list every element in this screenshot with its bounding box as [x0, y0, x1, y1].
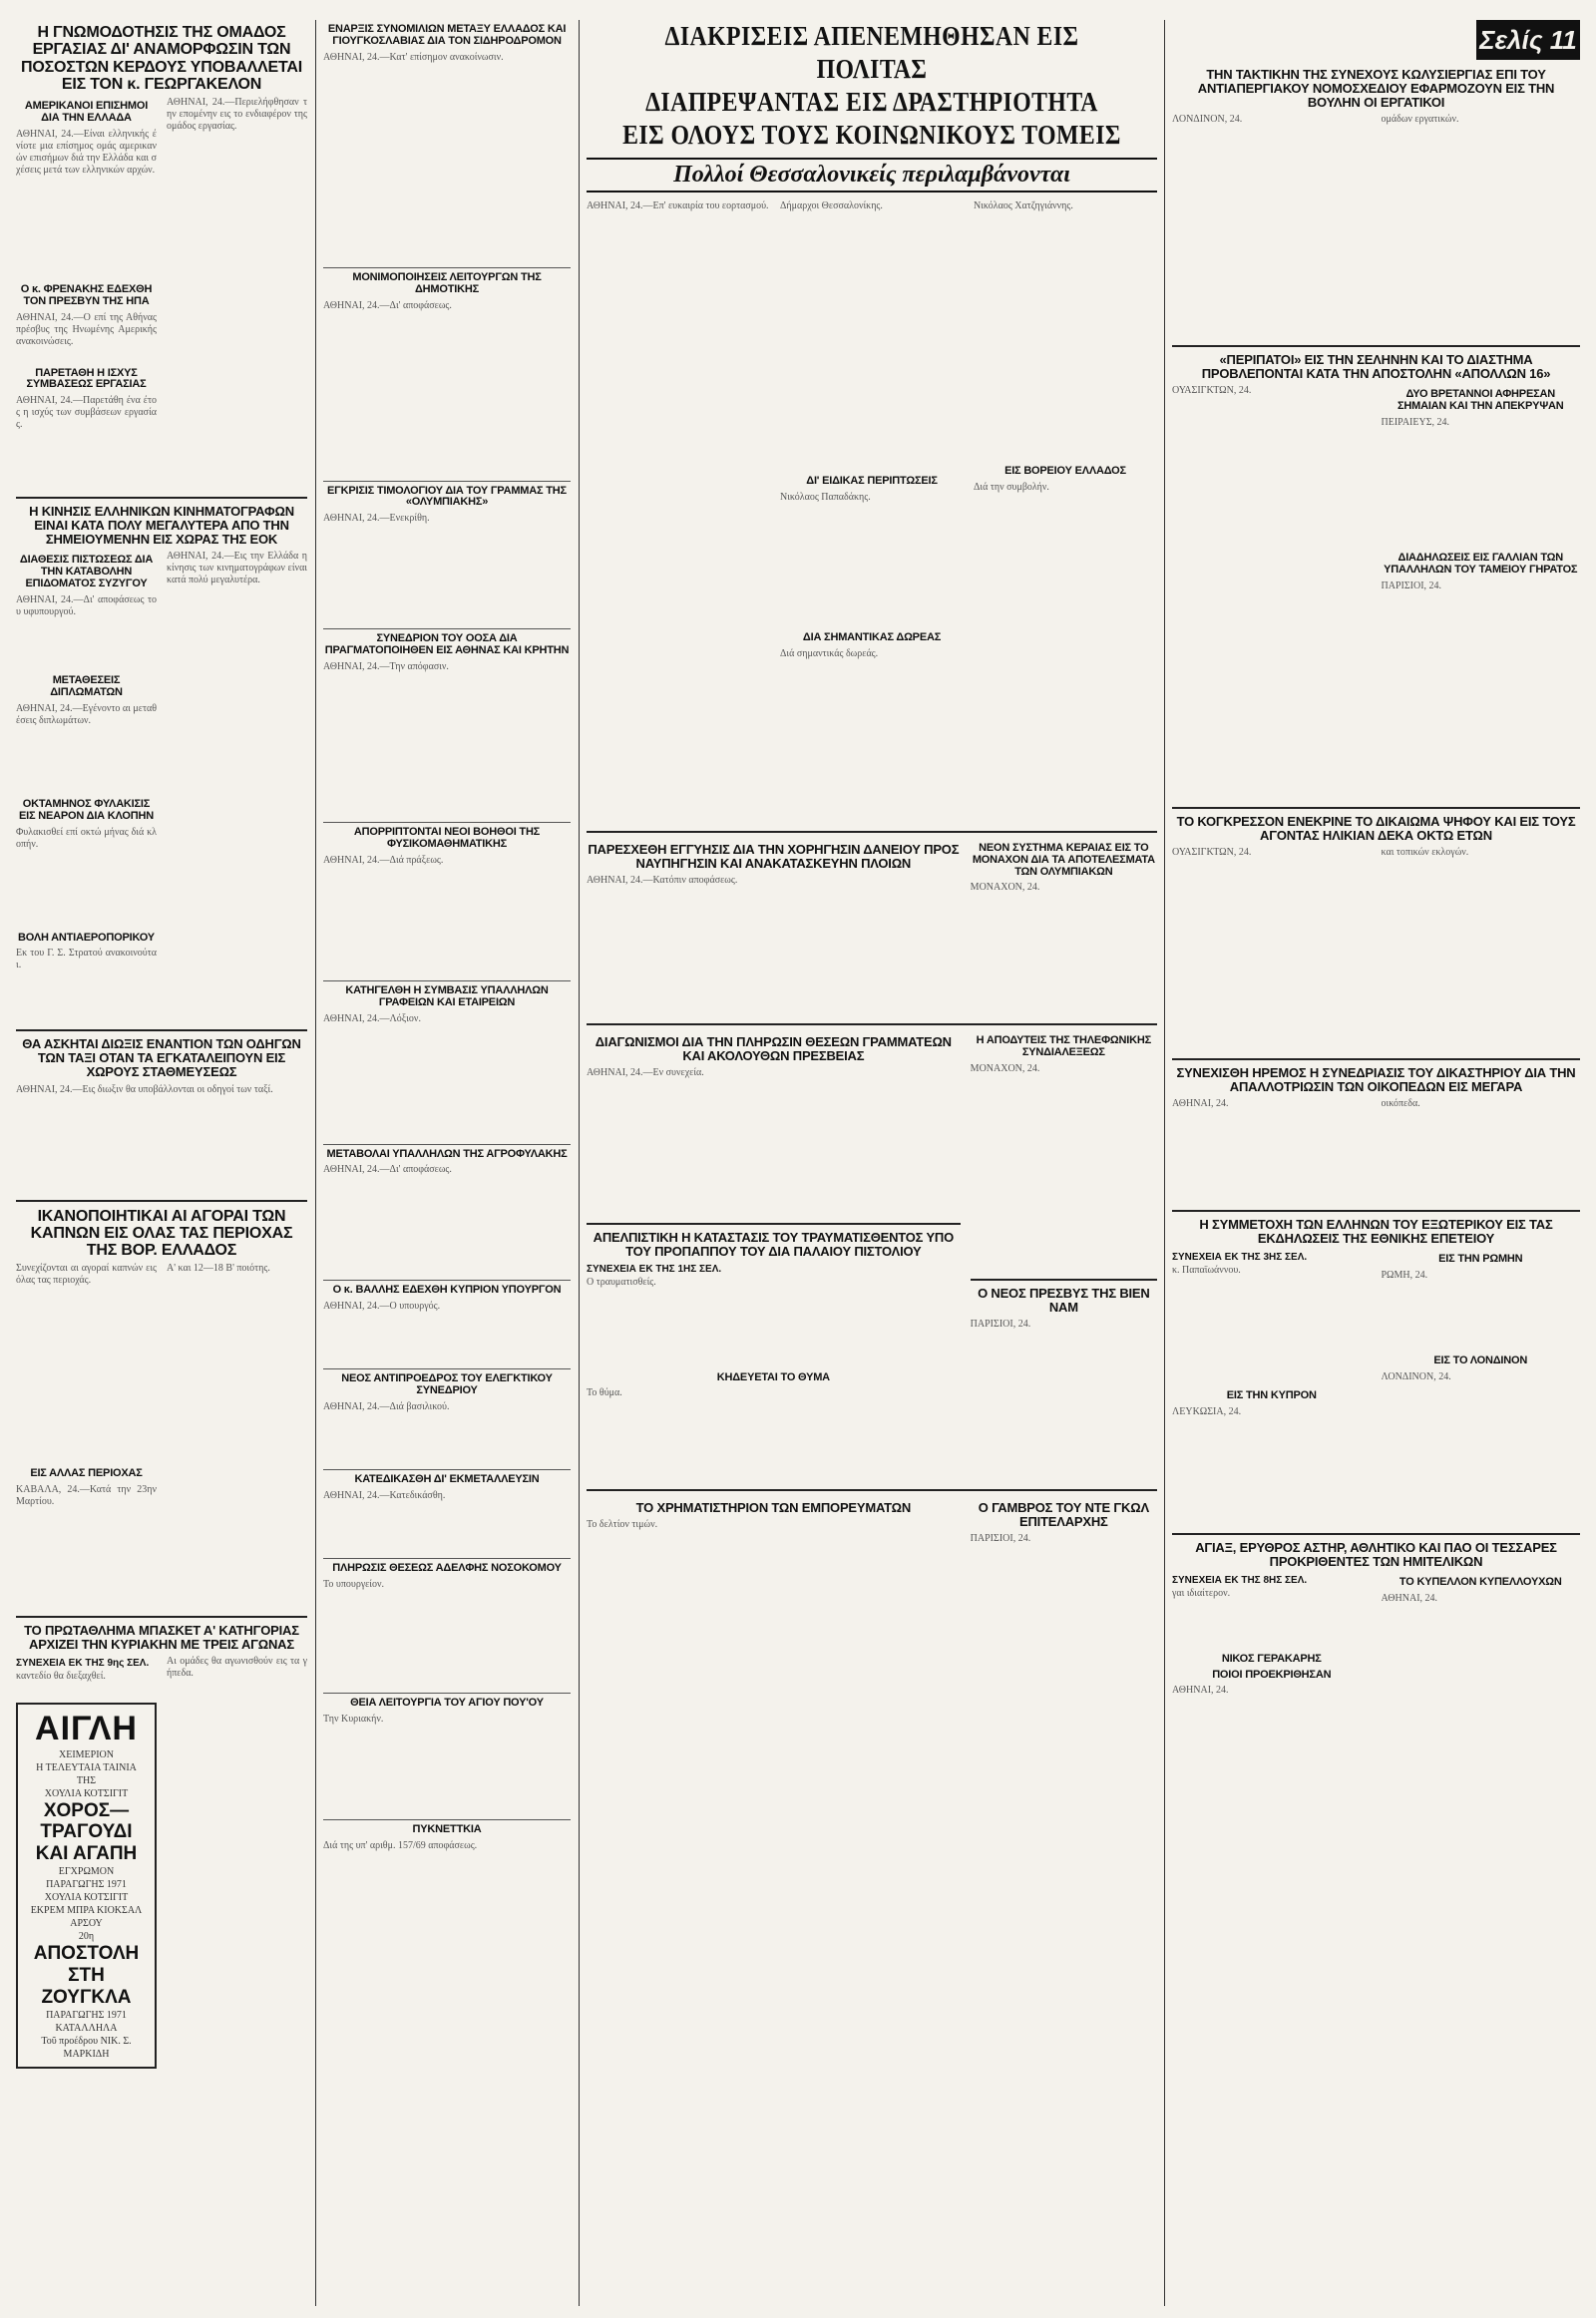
ad-film-title: ΑΠΟΣΤΟΛΗ ΣΤΗ ΖΟΥΓΚΛΑ — [33, 1943, 140, 2008]
article-text: ΠΑΡΙΣΙΟΙ, 24. — [970, 1533, 1031, 1545]
headline: «ΠΕΡΙΠΑΤΟΙ» ΕΙΣ ΤΗΝ ΣΕΛΗΝΗΝ ΚΑΙ ΤΟ ΔΙΑΣΤΗΜΑ ΠΡΟΒΛΕΠΟΝΤΑΙ ΚΑΤΑ ΤΗΝ ΑΠΟΣΤΟΛΗΝ «ΑΠΟΛΛΩΝ 16» — [1201, 352, 1551, 382]
headline: ΚΑΤΕΔΙΚΑΣΘΗ ΔΙ' ΕΚΜΕΤΑΛΛΕΥΣΙΝ — [354, 1473, 540, 1485]
headline: ΣΥΝΕΔΡΙΟΝ ΤΟΥ ΟΟΣΑ ΔΙΑ ΠΡΑΓΜΑΤΟΠΟΙΗΘΕΝ ΕΙΣ ΑΘΗΝΑΣ ΚΑΙ ΚΡΗΤΗΝ — [324, 632, 570, 657]
article-text: Συνεχίζονται αι αγοραί καπνών εις όλας τας περιοχάς. — [16, 1263, 157, 1287]
article-text: Το υπουργείον. — [323, 1578, 385, 1590]
subheadline: ΤΟ ΚΥΠΕΛΛΟΝ ΚΥΠΕΛΛΟΥΧΩΝ — [1398, 1575, 1562, 1588]
article-text: ΡΩΜΗ, 24. — [1381, 1269, 1428, 1281]
article-text: ΛΟΝΔΙΝΟΝ, 24. — [1381, 1370, 1451, 1382]
headline: ΑΠΕΛΠΙΣΤΙΚΗ Η ΚΑΤΑΣΤΑΣΙΣ ΤΟΥ ΤΡΑΥΜΑΤΙΣΘΕΝΤΟΣ ΥΠΟ ΤΟΥ ΠΡΟΠΑΠΠΟΥ ΤΟΥ ΔΙΑ ΠΑΛΑΙΟΥ ΠΙΣΤΟΛΙΟΥ — [593, 1230, 955, 1260]
headline: ΕΝΑΡΞΙΣ ΣΥΝΟΜΙΛΙΩΝ ΜΕΤΑΞΥ ΕΛΛΑΔΟΣ ΚΑΙ ΓΙΟΥΓΚΟΣΛΑΒΙΑΣ ΔΙΑ ΤΟΝ ΣΙΔΗΡΟΔΡΟΜΟΝ — [327, 23, 567, 47]
article-text: ΑΘΗΝΑΙ, 24.—Εγένοντο αι μεταθέσεις διπλωμάτων. — [16, 702, 157, 726]
article-text: ΑΘΗΝΑΙ, 24.—Διά πράξεως. — [323, 854, 444, 866]
ad-line: ΕΚΡΕΜ ΜΠΡΑ ΚΙΟΚΣΑΛ ΑΡΣΟΥ — [30, 1905, 143, 1930]
article-text: ΟΥΑΣΙΓΚΤΩΝ, 24. — [1172, 385, 1252, 397]
ad-line: ΧΟΥΛΙΑ ΚΟΤΣΙΓΙΤ — [44, 1787, 129, 1799]
subheadline: ΑΜΕΡΙΚΑΝΟΙ ΕΠΙΣΗΜΟΙ ΔΙΑ ΤΗΝ ΕΛΛΑΔΑ — [24, 100, 149, 124]
headline: Η ΣΥΜΜΕΤΟΧΗ ΤΩΝ ΕΛΛΗΝΩΝ ΤΟΥ ΕΞΩΤΕΡΙΚΟΥ ΕΙΣ ΤΑΣ ΕΚΔΗΛΩΣΕΙΣ ΤΗΣ ΕΘΝΙΚΗΣ ΕΠΕΤΕΙΟΥ — [1199, 1216, 1553, 1246]
article-text: ΑΘΗΝΑΙ, 24.—Κατεδικάσθη. — [323, 1489, 446, 1501]
article-text: Το θύμα. — [587, 1387, 622, 1399]
article-text: ΑΘΗΝΑΙ, 24.—Την απόφασιν. — [323, 661, 449, 672]
article-text: Διά της υπ' αριθμ. 157/69 αποφάσεως. — [323, 1839, 478, 1851]
continuation-label: ΣΥΝΕΧΕΙΑ ΕΚ ΤΗΣ 8ΗΣ ΣΕΛ. — [1172, 1574, 1308, 1586]
article-text: ΑΘΗΝΑΙ, 24.—Κατόπιν αποφάσεως. — [587, 874, 738, 886]
headline: ΤΟ ΚΟΓΚΡΕΣΣΟΝ ΕΝΕΚΡΙΝΕ ΤΟ ΔΙΚΑΙΩΜΑ ΨΗΦΟΥ ΚΑΙ ΕΙΣ ΤΟΥΣ ΑΓΟΝΤΑΣ ΗΛΙΚΙΑΝ ΔΕΚΑ ΟΚΤΩ ΕΤΩΝ — [1176, 813, 1576, 843]
article-text: Α' και 12—18 Β' ποιότης. — [167, 1263, 270, 1275]
subheadline: ΠΑΡΕΤΑΘΗ Η ΙΣΧΥΣ ΣΥΜΒΑΣΕΩΣ ΕΡΓΑΣΙΑΣ — [26, 366, 147, 391]
column-rule — [1164, 20, 1165, 2306]
article-text: ΜΟΝΑΧΟΝ, 24. — [970, 1063, 1040, 1075]
article-text: ΑΘΗΝΑΙ, 24. — [1172, 1685, 1229, 1697]
ad-film-title: ΧΟΡΟΣ—ΤΡΑΓΟΥΔΙ ΚΑΙ ΑΓΑΠΗ — [35, 1799, 138, 1865]
headline: ΠΛΗΡΩΣΙΣ ΘΕΣΕΩΣ ΑΔΕΛΦΗΣ ΝΟΣΟΚΟΜΟΥ — [332, 1561, 562, 1574]
article-text: Νικόλαος Χατζηγιάννης. — [974, 199, 1073, 211]
article-text: ΑΘΗΝΑΙ, 24.—Δι' αποφάσεως. — [323, 299, 452, 311]
article-text: οικόπεδα. — [1381, 1097, 1420, 1109]
article-text: ΑΘΗΝΑΙ, 24.—Είναι ελληνικής ένίοτε μια επίσημος ομάς αμερικανών επισήμων διά την Ελλάδα και σχέσεις μετά των ελληνικών αρχών. — [16, 128, 157, 176]
headline: Η ΓΝΩΜΟΔΟΤΗΣΙΣ ΤΗΣ ΟΜΑΔΟΣ ΕΡΓΑΣΙΑΣ ΔΙ' ΑΝΑΜΟΡΦΩΣΙΝ ΤΩΝ ΠΟΣΟΣΤΩΝ ΚΕΡΔΟΥΣ ΥΠΟΒΑΛΛΕΤΑΙ ΕΙΣ ΤΟΝ κ. ΓΕΩΡΓΑΚΕΛΟΝ — [21, 24, 302, 93]
ad-cinema-name: ΑΙΓΛΗ — [35, 1710, 138, 1748]
byline: ΝΙΚΟΣ ΓΕΡΑΚΑΡΗΣ — [1221, 1652, 1322, 1665]
article-text: Εκ του Γ. Σ. Στρατού ανακοινούται. — [16, 948, 157, 971]
article-text: ΑΘΗΝΑΙ, 24.—Παρετάθη ένα έτος η ισχύς των συμβάσεων εργασίας. — [16, 395, 157, 431]
article-text: ΚΑΒΑΛΑ, 24.—Κατά την 23ην Μαρτίου. — [16, 1484, 157, 1508]
article-text: ΑΘΗΝΑΙ, 24.—Εις διωξιν θα υποβάλλονται οι οδηγοί των ταξί. — [16, 1083, 273, 1095]
article-text: ΑΘΗΝΑΙ, 24.—Περιελήφθησαν την επομένην εις το ενδιαφέρον της ομάδος εργασίας. — [167, 97, 307, 133]
cinema-advertisement — [16, 1703, 157, 2068]
headline: ΜΟΝΙΜΟΠΟΙΗΣΕΙΣ ΛΕΙΤΟΥΡΓΩΝ ΤΗΣ ΔΗΜΟΤΙΚΗΣ — [352, 270, 542, 295]
article-text: ΑΘΗΝΑΙ, 24.—Δι' αποφάσεως του υφυπουργού. — [16, 594, 157, 618]
subheadline: ΔΙΑ ΣΗΜΑΝΤΙΚΑΣ ΔΩΡΕΑΣ — [802, 630, 942, 643]
headline: ΕΓΚΡΙΣΙΣ ΤΙΜΟΛΟΓΙΟΥ ΔΙΑ ΤΟΥ ΓΡΑΜΜΑΣ ΤΗΣ «ΟΛΥΜΠΙΑΚΗΣ» — [327, 484, 567, 509]
headline: ΔΙΑΓΩΝΙΣΜΟΙ ΔΙΑ ΤΗΝ ΠΛΗΡΩΣΙΝ ΘΕΣΕΩΝ ΓΡΑΜΜΑΤΕΩΝ ΚΑΙ ΑΚΟΛΟΥΘΩΝ ΠΡΕΣΒΕΙΑΣ — [595, 1034, 952, 1064]
article-text: Αι ομάδες θα αγωνισθούν εις τα γήπεδα. — [167, 1656, 307, 1680]
column-5 — [1172, 20, 1580, 2308]
article-text: ΑΘΗΝΑΙ, 24.—Κατ' επίσημον ανακοίνωσιν. — [323, 51, 504, 63]
article-text: ΜΟΝΑΧΟΝ, 24. — [970, 882, 1040, 894]
headline: ΘΕΙΑ ΛΕΙΤΟΥΡΓΙΑ ΤΟΥ ΑΓΙΟΥ ΠΟΥ'ΟΥ — [350, 1696, 544, 1709]
subheadline: Ο κ. ΦΡΕΝΑΚΗΣ ΕΔΕΧΘΗ ΤΟΝ ΠΡΕΣΒΥΝ ΤΗΣ ΗΠΑ — [20, 282, 153, 307]
article-text: ΑΘΗΝΑΙ, 24.—Ενεκρίθη. — [323, 513, 430, 525]
article-text: ΑΘΗΝΑΙ, 24.—Εν συνεχεία. — [587, 1067, 704, 1079]
article-text: ΠΑΡΙΣΙΟΙ, 24. — [1381, 580, 1442, 591]
subheadline: ΕΙΣ ΒΟΡΕΙΟΥ ΕΛΛΑΔΟΣ — [1004, 464, 1126, 477]
article-text: ΟΥΑΣΙΓΚΤΩΝ, 24. — [1172, 846, 1252, 858]
subheadline: ΠΟΙΟΙ ΠΡΟΕΚΡΙΘΗΣΑΝ — [1212, 1668, 1332, 1681]
headline: ΠΑΡΕΣΧΕΘΗ ΕΓΓΥΗΣΙΣ ΔΙΑ ΤΗΝ ΧΟΡΗΓΗΣΙΝ ΔΑΝΕΙΟΥ ΠΡΟΣ ΝΑΥΠΗΓΗΣΙΝ ΚΑΙ ΑΝΑΚΑΤΑΣΚΕΥΗΝ ΠΛΟΙΩΝ — [588, 841, 960, 871]
headline: ΠΥΚΝΕΤΤΚΙΑ — [412, 1822, 482, 1835]
main-subheadline: Πολλοί Θεσσαλονικείς περιλαμβάνονται — [587, 158, 1157, 193]
subheadline: ΜΕΤΑΘΕΣΕΙΣ ΔΙΠΛΩΜΑΤΩΝ — [50, 674, 123, 698]
headline: ΤΟ ΠΡΩΤΑΘΛΗΜΑ ΜΠΑΣΚΕΤ Α' ΚΑΤΗΓΟΡΙΑΣ ΑΡΧΙΖΕΙ ΤΗΝ ΚΥΡΙΑΚΗΝ ΜΕ ΤΡΕΙΣ ΑΓΩΝΑΣ — [24, 1623, 299, 1653]
article-text: ΑΘΗΝΑΙ, 24.—Ο επί της Αθήνας πρέσβυς της Ηνωμένης Αμερικής ανακοινώσεις. — [16, 311, 157, 347]
headline: ΜΕΤΑΒΟΛΑΙ ΥΠΑΛΛΗΛΩΝ ΤΗΣ ΑΓΡΟΦΥΛΑΚΗΣ — [326, 1147, 568, 1160]
subheadline: ΕΙΣ ΤΟ ΛΟΝΔΙΝΟΝ — [1433, 1353, 1528, 1366]
column-rule — [315, 20, 316, 2306]
article-text: ΑΘΗΝΑΙ, 24. — [1381, 1592, 1438, 1604]
article-text: ΛΕΥΚΩΣΙΑ, 24. — [1172, 1405, 1242, 1417]
headline: Ο ΓΑΜΒΡΟΣ ΤΟΥ ΝΤΕ ΓΚΩΛ ΕΠΙΤΕΛΑΡΧΗΣ — [978, 1500, 1149, 1530]
article-text: ΑΘΗΝΑΙ, 24.—Δι' αποφάσεως. — [323, 1164, 452, 1176]
column-1 — [16, 20, 307, 2308]
subheadline: ΔΙΑΔΗΛΩΣΕΙΣ ΕΙΣ ΓΑΛΛΙΑΝ ΤΩΝ ΥΠΑΛΛΗΛΩΝ ΤΟΥ ΤΑΜΕΙΟΥ ΓΗΡΑΤΟΣ — [1384, 551, 1578, 576]
article-text: ΠΕΙΡΑΙΕΥΣ, 24. — [1381, 416, 1450, 428]
headline: ΑΠΟΡΡΙΠΤΟΝΤΑΙ ΝΕΟΙ ΒΟΗΘΟΙ ΤΗΣ ΦΥΣΙΚΟΜΑΘΗΜΑΤΙΚΗΣ — [353, 826, 541, 850]
article-text: ΑΘΗΝΑΙ, 24.—Λόξιον. — [323, 1012, 421, 1024]
headline: ΑΓΙΑΞ, ΕΡΥΘΡΟΣ ΑΣΤΗΡ, ΑΘΛΗΤΙΚΟ ΚΑΙ ΠΑΟ ΟΙ ΤΕΣΣΑΡΕΣ ΠΡΟΚΡΙΘΕΝΤΕΣ ΤΩΝ ΗΜΙΤΕΛΙΚΩΝ — [1195, 1539, 1557, 1569]
subheadline: ΕΙΣ ΤΗΝ ΚΥΠΡΟΝ — [1226, 1388, 1317, 1401]
ad-line: ΚΑΤΑΛΛΗΛΑ — [55, 2022, 118, 2034]
subheadline: ΒΟΛΗ ΑΝΤΙΑΕΡΟΠΟΡΙΚΟΥ — [18, 931, 155, 944]
subheadline: ΔΥΟ ΒΡΕΤΑΝΝΟΙ ΑΦΗΡΕΣΑΝ ΣΗΜΑΙΑΝ ΚΑΙ ΤΗΝ ΑΠΕΚΡΥΨΑΝ — [1396, 388, 1564, 413]
article-text: Το δελτίον τιμών. — [587, 1519, 658, 1531]
article-text: ΑΘΗΝΑΙ, 24.—Εις την Ελλάδα η κίνησις των κινηματογράφων είναι κατά πολύ μεγαλυτέρα. — [167, 551, 307, 586]
ad-line: 20η — [78, 1931, 95, 1943]
main-headline: ΔΙΑΚΡΙΣΕΙΣ ΑΠΕΝΕΜΗΘΗΣΑΝ ΕΙΣ ΠΟΛΙΤΑΣ — [664, 21, 1079, 84]
article-text: κ. Παπαϊωάννου. — [1172, 1264, 1241, 1276]
headline: ΚΑΤΗΓΕΛΘΗ Η ΣΥΜΒΑΣΙΣ ΥΠΑΛΛΗΛΩΝ ΓΡΑΦΕΙΩΝ ΚΑΙ ΕΤΑΙΡΕΙΩΝ — [345, 983, 549, 1008]
article-text: καντεδίο θα διεξαχθεί. — [16, 1671, 106, 1683]
article-text: Την Κυριακήν. — [323, 1713, 384, 1725]
headline: ΤΗΝ ΤΑΚΤΙΚΗΝ ΤΗΣ ΣΥΝΕΧΟΥΣ ΚΩΛΥΣΙΕΡΓΙΑΣ ΕΠΙ ΤΟΥ ΑΝΤΙΑΠΕΡΓΙΑΚΟΥ ΝΟΜΟΣΧΕΔΙΟΥ ΕΦΑΡΜΟΖΟΥΝ ΕΙΣ ΤΗΝ ΒΟΥΛΗΝ ΟΙ ΕΡΓΑΤΙΚΟΙ — [1197, 67, 1555, 111]
headline: Ο ΝΕΟΣ ΠΡΕΣΒΥΣ ΤΗΣ ΒΙΕΝ ΝΑΜ — [978, 1286, 1150, 1316]
subheadline: ΔΙΑΘΕΣΙΣ ΠΙΣΤΩΣΕΩΣ ΔΙΑ ΤΗΝ ΚΑΤΑΒΟΛΗΝ ΕΠΙΔΟΜΑΤΟΣ ΣΥΖΥΓΟΥ — [19, 554, 154, 590]
article-text: γαι ιδιαίτερον. — [1172, 1587, 1231, 1599]
column-2 — [323, 20, 571, 2308]
ad-line: ΠΑΡΑΓΩΓΗΣ 1971 — [46, 2009, 127, 2021]
subheadline: ΕΙΣ ΑΛΛΑΣ ΠΕΡΙΟΧΑΣ — [30, 1467, 143, 1480]
article-text: Διά την συμβολήν. — [974, 481, 1049, 493]
main-headline: ΕΙΣ ΟΛΟΥΣ ΤΟΥΣ ΚΟΙΝΩΝΙΚΟΥΣ ΤΟΜΕΙΣ — [622, 119, 1121, 150]
headline: ΘΑ ΑΣΚΗΤΑΙ ΔΙΩΞΙΣ ΕΝΑΝΤΙΟΝ ΤΩΝ ΟΔΗΓΩΝ ΤΩΝ ΤΑΞΙ ΟΤΑΝ ΤΑ ΕΓΚΑΤΑΛΕΙΠΟΥΝ ΕΙΣ ΧΩΡΟΥΣ ΣΤΑΘΜΕΥΣΕΩΣ — [22, 1036, 301, 1080]
continuation-label: ΣΥΝΕΧΕΙΑ ΕΚ ΤΗΣ 3ΗΣ ΣΕΛ. — [1172, 1251, 1308, 1263]
headline: Η ΚΙΝΗΣΙΣ ΕΛΛΗΝΙΚΩΝ ΚΙΝΗΜΑΤΟΓΡΑΦΩΝ ΕΙΝΑΙ ΚΑΤΑ ΠΟΛΥ ΜΕΓΑΛΥΤΕΡΑ ΑΠΟ ΤΗΝ ΣΗΜΕΙΟΥΜΕΝΗΝ ΕΙΣ ΧΩΡΑΣ ΤΗΣ ΕΟΚ — [29, 504, 294, 548]
article-text: ομάδων εργατικών. — [1381, 114, 1459, 126]
article-text: ΑΘΗΝΑΙ, 24.—Ο υπουργός. — [323, 1301, 441, 1313]
article-text: Δήμαρχοι Θεσσαλονίκης. — [780, 199, 883, 211]
ad-line: ΧΕΙΜΕΡΙΟΝ — [59, 1748, 114, 1760]
headline: ΤΟ ΧΡΗΜΑΤΙΣΤΗΡΙΟΝ ΤΩΝ ΕΜΠΟΡΕΥΜΑΤΩΝ — [635, 1500, 912, 1516]
ad-line: Η ΤΕΛΕΥΤΑΙΑ ΤΑΙΝΙΑ ΤΗΣ — [36, 1761, 137, 1786]
article-text: Ο τραυματισθείς. — [587, 1276, 656, 1288]
ad-line: ΧΟΥΛΙΑ ΚΟΤΣΙΓΙΤ — [44, 1892, 129, 1904]
subheadline: ΟΚΤΑΜΗΝΟΣ ΦΥΛΑΚΙΣΙΣ ΕΙΣ ΝΕΑΡΟΝ ΔΙΑ ΚΛΟΠΗΝ — [19, 797, 154, 822]
article-text: ΑΘΗΝΑΙ, 24.—Διά βασιλικού. — [323, 1401, 450, 1412]
article-text: ΠΑΡΙΣΙΟΙ, 24. — [970, 1319, 1031, 1331]
column-rule — [579, 20, 580, 2306]
article-text: ΑΘΗΝΑΙ, 24.—Επ' ευκαιρία του εορτασμού. — [587, 199, 769, 211]
ad-line: ΠΑΡΑΓΩΓΗΣ 1971 — [46, 1879, 127, 1891]
page-number-label: Σελίς 11 — [1476, 20, 1580, 60]
ad-line: Τοῦ προέδρου ΝΙΚ. Σ. ΜΑΡΚΙΔΗ — [41, 2035, 132, 2060]
center-block — [587, 20, 1157, 2308]
headline: ΣΥΝΕΧΙΣΘΗ ΗΡΕΜΟΣ Η ΣΥΝΕΔΡΙΑΣΙΣ ΤΟΥ ΔΙΚΑΣΤΗΡΙΟΥ ΔΙΑ ΤΗΝ ΑΠΑΛΛΟΤΡΙΩΣΙΝ ΤΩΝ ΟΙΚΟΠΕΔΩΝ ΕΙΣ ΜΕΓΑΡΑ — [1176, 1064, 1576, 1094]
headline: Η ΑΠΟΔΥΤΕΙΣ ΤΗΣ ΤΗΛΕΦΩΝΙΚΗΣ ΣΥΝΔΙΑΛΕΞΕΩΣ — [976, 1034, 1152, 1059]
article-text: ΛΟΝΔΙΝΟΝ, 24. — [1172, 114, 1243, 126]
article-text: Φυλακισθεί επί οκτώ μήνας διά κλοπήν. — [16, 826, 157, 850]
subheadline: ΔΙ' ΕΙΔΙΚΑΣ ΠΕΡΙΠΤΩΣΕΙΣ — [806, 474, 938, 487]
article-text: ΑΘΗΝΑΙ, 24. — [1172, 1097, 1229, 1109]
headline: ΝΕΟΣ ΑΝΤΙΠΡΟΕΔΡΟΣ ΤΟΥ ΕΛΕΓΚΤΙΚΟΥ ΣΥΝΕΔΡΙΟΥ — [341, 1372, 553, 1397]
headline: ΝΕΟΝ ΣΥΣΤΗΜΑ ΚΕΡΑΙΑΣ ΕΙΣ ΤΟ ΜΟΝΑΧΟΝ ΔΙΑ ΤΑ ΑΠΟΤΕΛΕΣΜΑΤΑ ΤΩΝ ΟΛΥΜΠΙΑΚΩΝ — [972, 841, 1155, 878]
article-text: Νικόλαος Παπαδάκης. — [780, 491, 871, 503]
ad-line: ΕΓΧΡΩΜΟΝ — [58, 1866, 115, 1878]
main-headline: ΔΙΑΠΡΕΨΑΝΤΑΣ ΕΙΣ ΔΡΑΣΤΗΡΙΟΤΗΤΑ — [645, 86, 1098, 117]
headline: ΙΚΑΝΟΠΟΙΗΤΙΚΑΙ ΑΙ ΑΓΟΡΑΙ ΤΩΝ ΚΑΠΝΩΝ ΕΙΣ ΟΛΑΣ ΤΑΣ ΠΕΡΙΟΧΑΣ ΤΗΣ ΒΟΡ. ΕΛΛΑΔΟΣ — [30, 1207, 293, 1260]
subheadline: ΕΙΣ ΤΗΝ ΡΩΜΗΝ — [1438, 1252, 1523, 1265]
continuation-label: ΣΥΝΕΧΕΙΑ ΕΚ ΤΗΣ 1ΗΣ ΣΕΛ. — [587, 1263, 722, 1275]
headline: Ο κ. ΒΑΛΛΗΣ ΕΔΕΧΘΗ ΚΥΠΡΙΟΝ ΥΠΟΥΡΓΟΝ — [332, 1284, 562, 1297]
article-text: και τοπικών εκλογών. — [1381, 846, 1469, 858]
continuation-label: ΣΥΝΕΧΕΙΑ ΕΚ ΤΗΣ 9ης ΣΕΛ. — [16, 1658, 150, 1670]
article-text: Διά σημαντικάς δωρεάς. — [780, 647, 879, 659]
subheadline: ΚΗΔΕΥΕΤΑΙ ΤΟ ΘΥΜΑ — [716, 1370, 830, 1383]
